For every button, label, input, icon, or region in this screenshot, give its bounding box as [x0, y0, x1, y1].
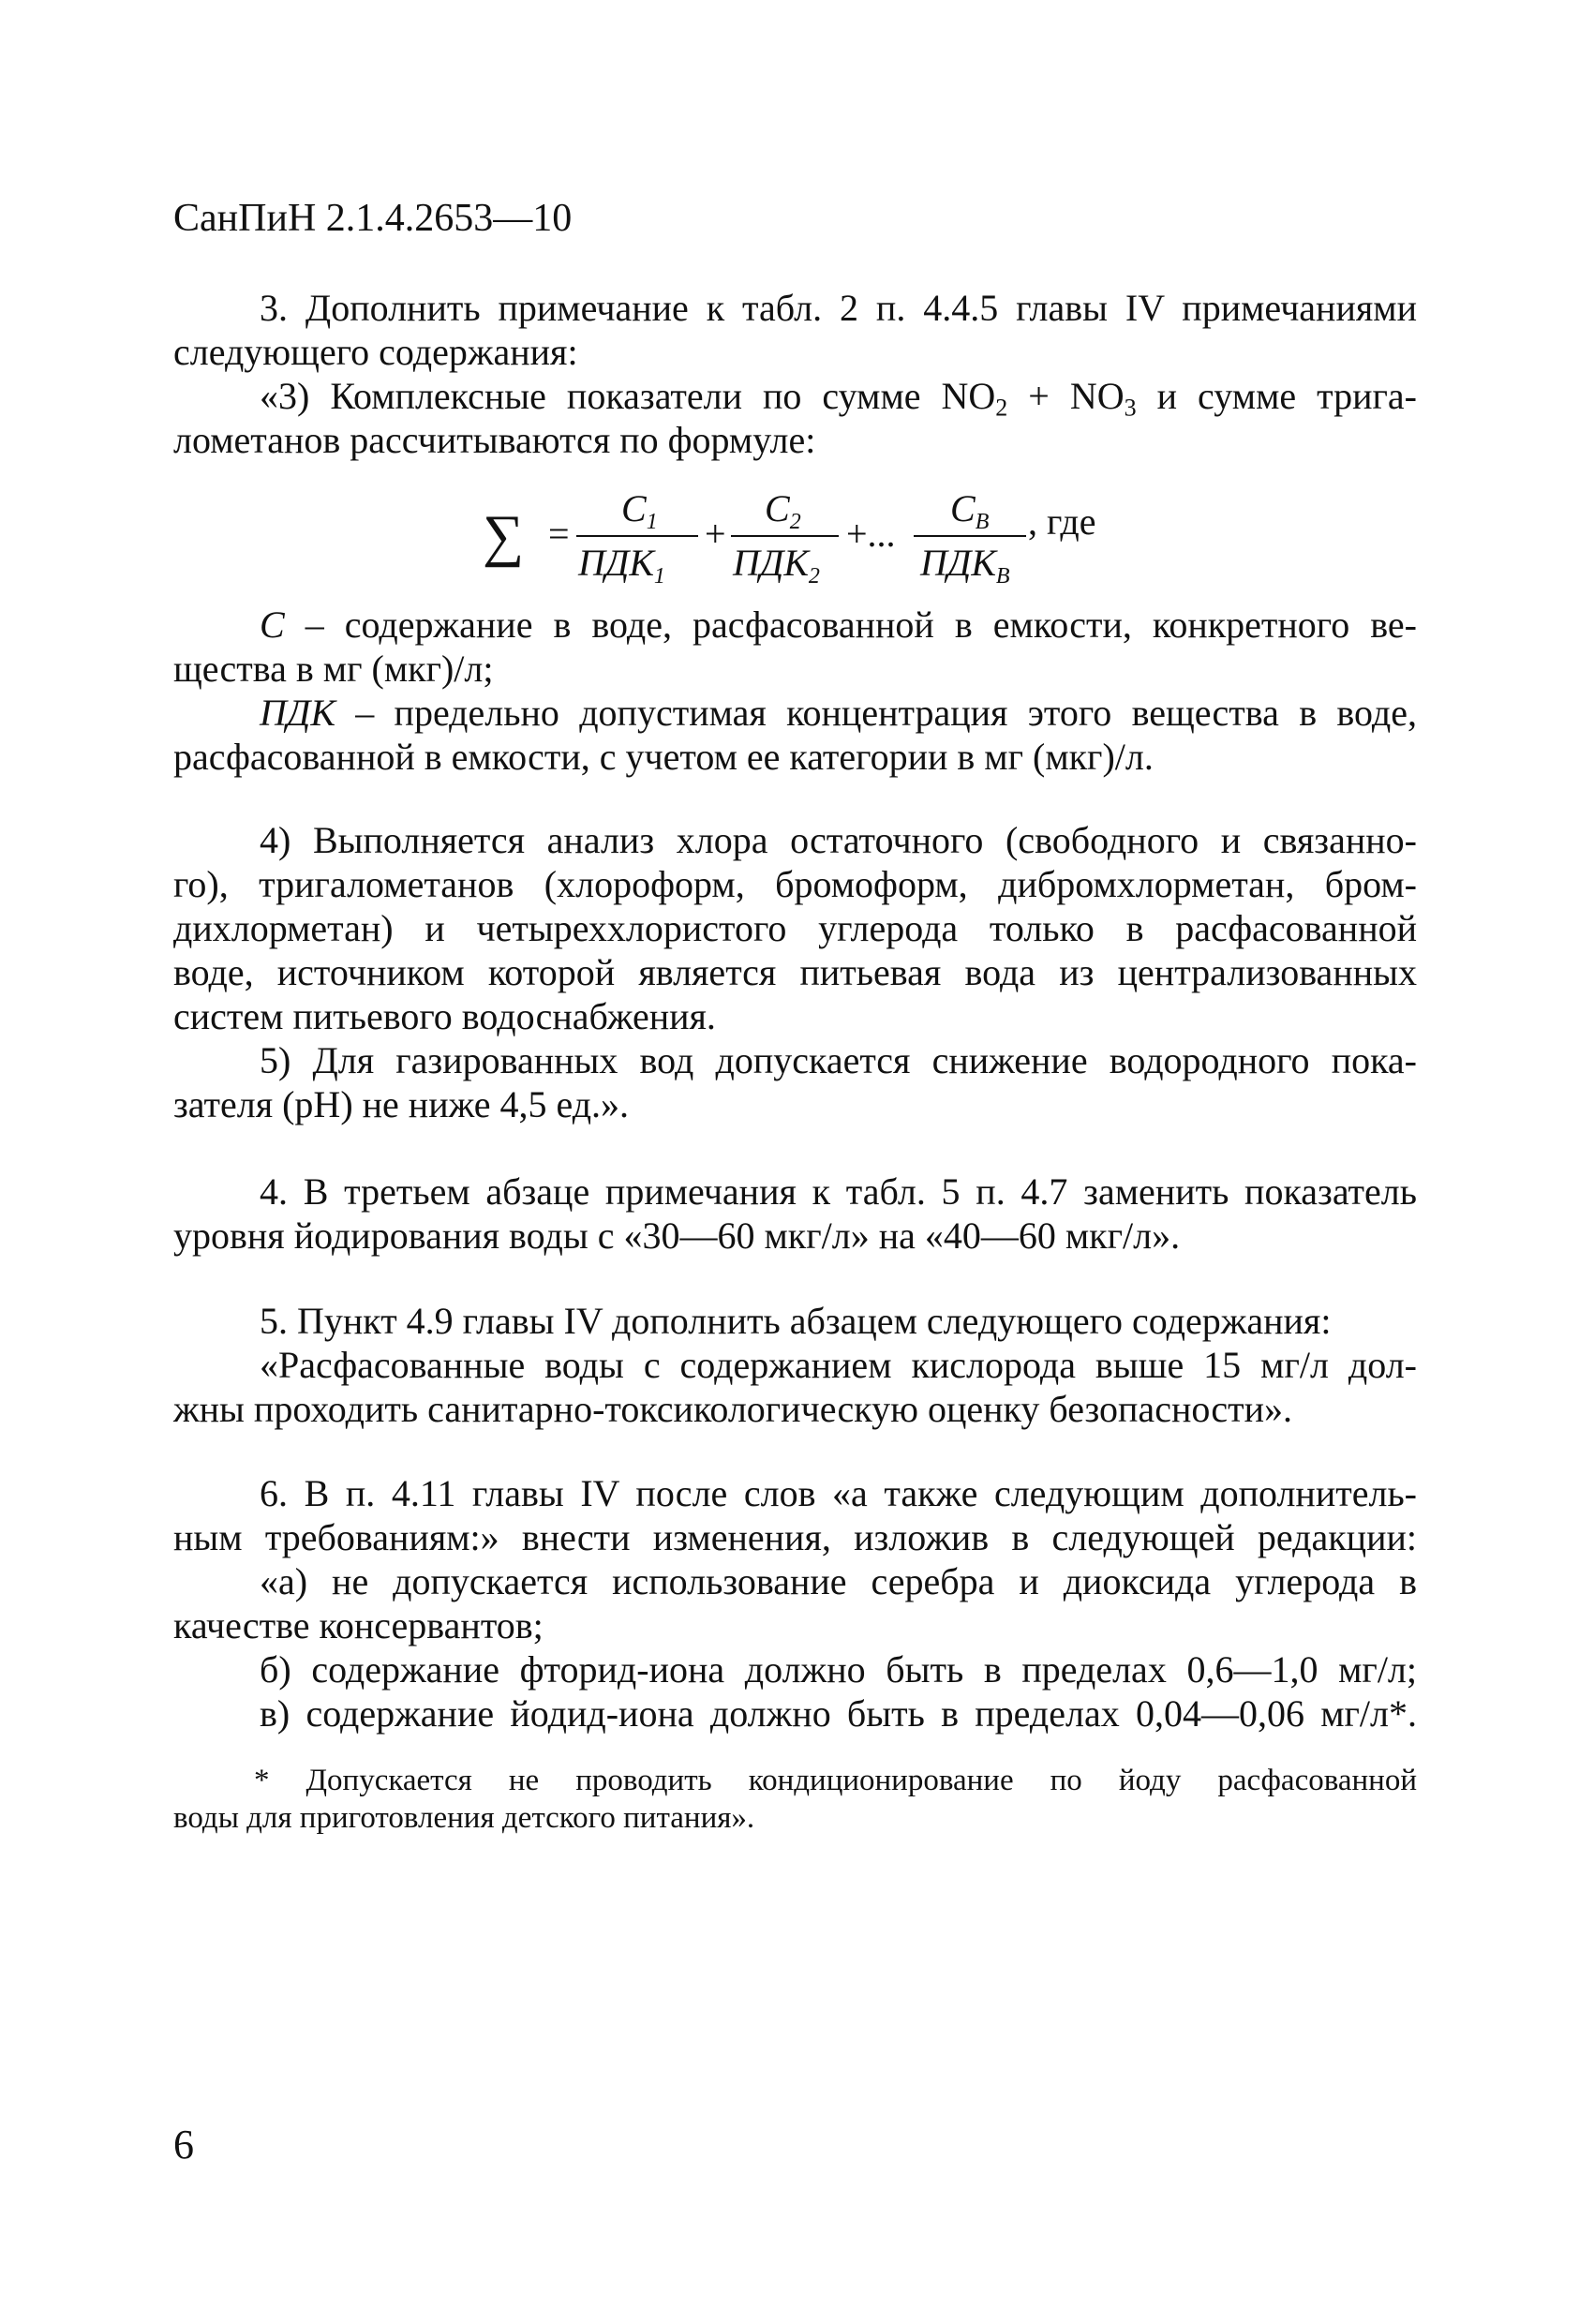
footnote-line: * Допускается не проводить кондиционирование по йоду расфасованной [254, 1764, 1417, 1797]
text-line: го), тригалометанов (хлороформ, бромоформ, дибромхлорметан, бром- [173, 863, 1417, 905]
text-line: «а) не допускается использование серебра и диоксида углерода в [260, 1560, 1417, 1602]
where-label: , где [1028, 500, 1096, 543]
text-line: 3. Дополнить примечание к табл. 2 п. 4.4.5 главы IV примечаниями [260, 287, 1417, 329]
text-line: систем питьевого водоснабжения. [173, 995, 716, 1037]
definitions-paragraph [173, 603, 1417, 779]
item-3-paragraph [173, 286, 1417, 462]
pdk-definition-line: ПДК – предельно допустимая концентрация этого вещества в воде, [260, 692, 1417, 734]
text-line: зателя (рН) не ниже 4,5 ед.». [173, 1083, 630, 1125]
page-number: 6 [173, 2122, 194, 2168]
text-line: уровня йодирования воды с «30—60 мкг/л» на «40—60 мкг/л». [173, 1214, 1181, 1257]
plus-sign: + [705, 513, 726, 555]
document-header: СанПиН 2.1.4.2653—10 [173, 197, 573, 240]
text-line: в) содержание йодид-иона должно быть в пределах 0,04—0,06 мг/л*. [260, 1692, 1417, 1735]
c-definition-line: С – содержание в воде, расфасованной в емкости, конкретного ве- [260, 603, 1417, 646]
text-line: б) содержание фторид-иона должно быть в пределах 0,6—1,0 мг/л; [260, 1648, 1417, 1691]
text-line: следующего содержания: [173, 331, 578, 373]
denominator-2: $ПДК_2$ [733, 542, 820, 588]
text-line: «Расфасованные воды с содержанием кислорода выше 15 мг/л дол- [260, 1344, 1417, 1386]
text-line: 6. В п. 4.11 главы IV после слов «а также следующим дополнитель- [260, 1472, 1417, 1514]
numerator-3: $C_B$ [950, 487, 990, 534]
note-5-paragraph [173, 1038, 1417, 1126]
item-5-paragraph [173, 1299, 1417, 1431]
note-4-paragraph [173, 818, 1417, 1038]
text-line: качестве консервантов; [173, 1604, 544, 1646]
text-line: ным требованиям:» внести изменения, изложив в следующей редакции: [173, 1516, 1417, 1558]
item-4-paragraph [173, 1169, 1417, 1258]
text-line: 4. В третьем абзаце примечания к табл. 5 п. 4.7 заменить показатель [260, 1170, 1417, 1213]
text-line: расфасованной в емкости, с учетом ее категории в мг (мкг)/л. [173, 736, 1154, 778]
text-line: воде, источником которой является питьевая вода из централизованных [173, 951, 1417, 993]
text-line: лометанов рассчитываются по формуле: [173, 419, 816, 461]
ellipsis-plus: +... [846, 513, 896, 555]
text-line: щества в мг (мкг)/л; [173, 648, 494, 690]
numerator-2: $C_2$ [765, 487, 801, 534]
text-line: 4) Выполняется анализ хлора остаточного (свободного и связанно- [260, 819, 1417, 861]
text-line: 5) Для газированных вод допускается снижение водородного пока- [260, 1039, 1417, 1081]
text-line: дихлорметан) и четыреххлористого углерода только в расфасованной [173, 907, 1417, 949]
text-line: жны проходить санитарно-токсикологическую оценку безопасности». [173, 1388, 1292, 1430]
text-line: 5. Пункт 4.9 главы IV дополнить абзацем следующего содержания: [260, 1300, 1332, 1342]
footnote [173, 1762, 1417, 1837]
denominator-1: $ПДК_1$ [578, 542, 665, 588]
denominator-3: $ПДК_B$ [920, 542, 1010, 588]
equals-sign: = [548, 513, 570, 555]
sum-formula [473, 487, 1148, 590]
item-6-paragraph [173, 1471, 1417, 1736]
footnote-line: воды для приготовления детского питания». [173, 1801, 755, 1835]
sigma-symbol: ∑ [483, 504, 525, 568]
numerator-1: $C_1$ [621, 487, 658, 534]
note-3-line: «3) Комплексные показатели по сумме $NO_2 + NO_3$ и сумме трига- [260, 375, 1417, 422]
